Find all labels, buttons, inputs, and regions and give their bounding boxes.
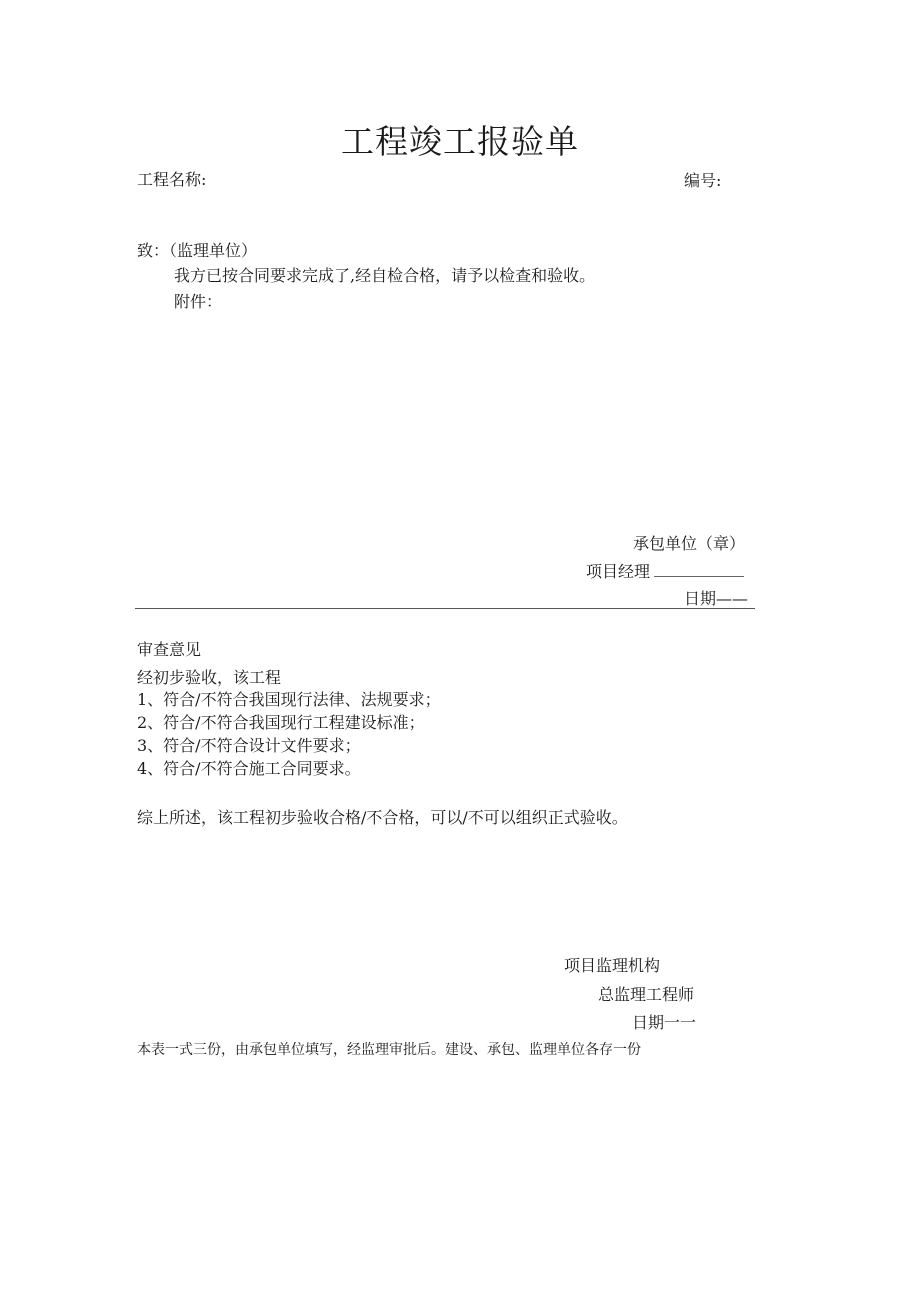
review-item: 4、符合/不符合施工合同要求。	[137, 759, 361, 778]
contractor-unit-label: 承包单位（章）	[633, 534, 746, 553]
contractor-date-label: 日期——	[684, 589, 749, 608]
review-heading: 审查意见	[137, 640, 202, 659]
review-item: 3、符合/不符合设计文件要求；	[137, 736, 361, 755]
review-conclusion: 综上所述，该工程初步验收合格/不合格，可以/不可以组织正式验收。	[137, 808, 628, 827]
section-divider	[135, 608, 755, 609]
supervisor-date-label: 日期一一	[632, 1013, 697, 1032]
attachment-label: 附件：	[174, 292, 223, 311]
project-manager-signature-line	[654, 562, 744, 577]
number-label: 编号:	[684, 171, 722, 190]
form-title: 工程竣工报验单	[341, 122, 579, 161]
supervision-org-label: 项目监理机构	[564, 956, 661, 975]
review-item: 1、符合/不符合我国现行法律、法规要求；	[137, 690, 441, 709]
project-name-label: 工程名称:	[137, 170, 207, 189]
review-intro: 经初步验收，该工程	[137, 668, 282, 687]
completion-statement: 我方已按合同要求完成了,经自检合格，请予以检查和验收。	[174, 266, 596, 285]
addressee-line: 致：（监理单位）	[137, 241, 258, 260]
chief-engineer-label: 总监理工程师	[598, 985, 695, 1004]
project-manager-label: 项目经理	[586, 562, 651, 581]
project-manager-row	[586, 562, 744, 582]
review-item: 2、符合/不符合我国现行工程建设标准；	[137, 713, 425, 732]
footer-note: 本表一式三份，由承包单位填写，经监理审批后。建设、承包、监理单位各存一份	[137, 1042, 641, 1058]
